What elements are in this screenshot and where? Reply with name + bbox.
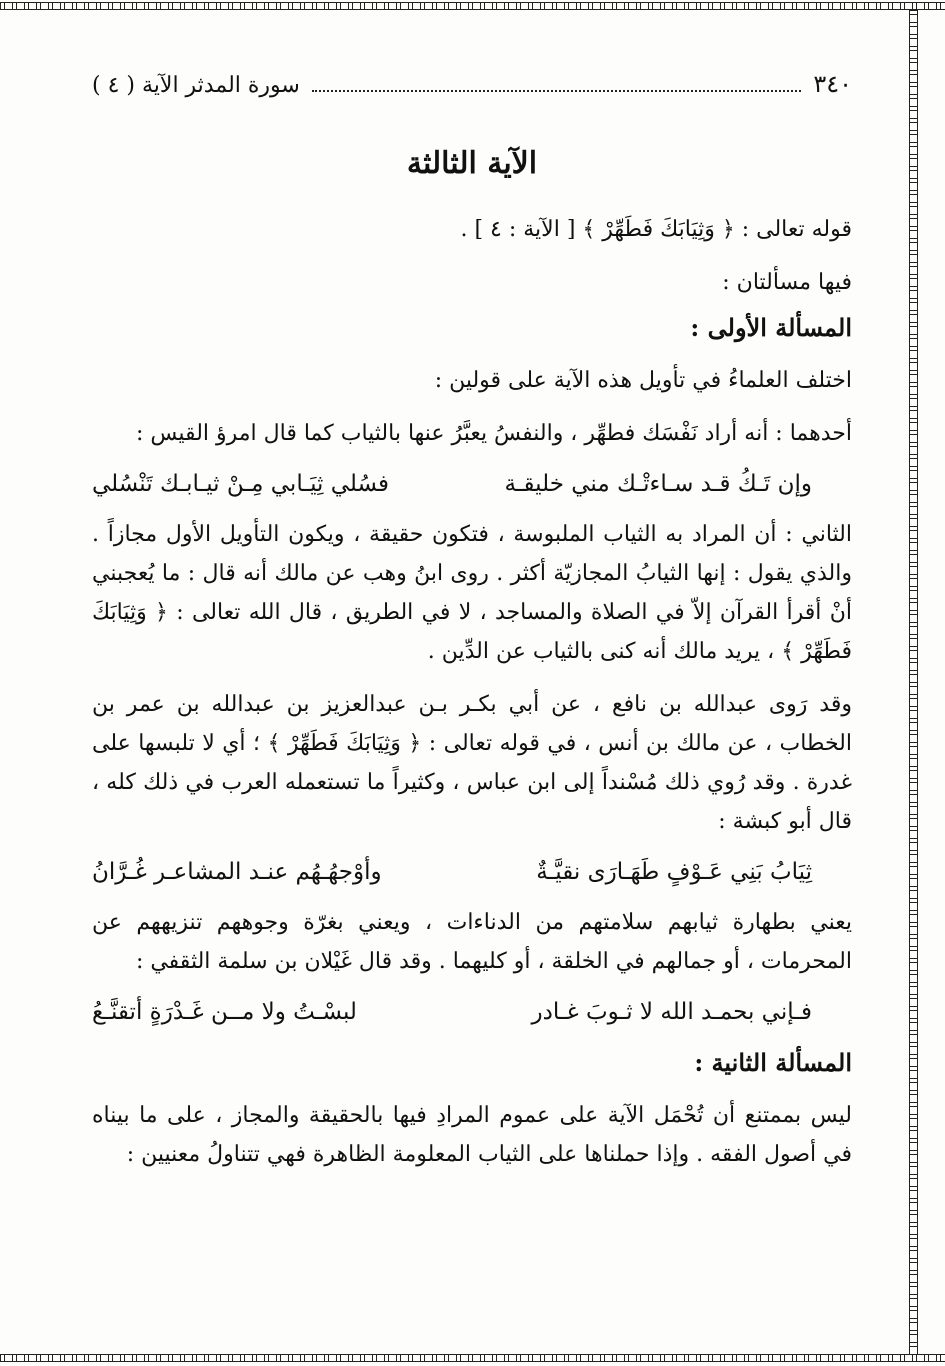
paragraph-disagreement: اختلف العلماءُ في تأويل هذه الآية على قولين :	[434, 368, 852, 393]
page-number: ٣٤٠	[813, 70, 852, 98]
section-title: الآية الثالثة	[406, 146, 538, 181]
poetry-verse-1	[92, 461, 852, 507]
verse-1-first-hemistich: وإن تَـكُ قـد سـاءتْـك مني خليقـة	[504, 471, 812, 497]
surah-reference: سورة المدثر الآية ( ٤ )	[92, 73, 300, 98]
verse-2-second-hemistich: وأوْجهُـهُم عنـد المشاعـر غُـرَّانُ	[92, 859, 382, 885]
decorative-border-top	[0, 2, 945, 10]
poetry-verse-2	[92, 849, 852, 895]
verse-3-first-hemistich: فـإني بحمـد الله لا ثـوبَ غـادر	[531, 999, 812, 1025]
verse-3-second-hemistich: لبسْـتُ ولا مــن غَـدْرَةٍ أتقنَّـعُ	[92, 999, 357, 1025]
paragraph-verse-quote: قوله تعالى : ﴿ وَثِيَابَكَ فَطَهِّرْ ﴾ [ الآية : ٤ ] .	[460, 217, 852, 242]
verse-2-first-hemistich: ثِيَابُ بَنِي عَـوْفٍ طَهَـارَى نقيَّـةٌ	[536, 859, 812, 885]
paragraph-second-opinion: الثاني : أن المراد به الثياب الملبوسة ، فتكون حقيقة ، ويكون التأويل الأول مجازاً . والذي يقول : إنها الثيابُ المجازيّة أكثر . روى ابنُ وهب عن مالك أنه قال : ما يُعجبني أنْ أقرأ القرآن إلاّ في الصلاة والمساجد ، لا في الطريق ، قال الله تعالى : ﴿ وَثِيَابَكَ فَطَهِّرْ ﴾ ، يريد مالك أنه كنى بالثياب عن الدِّين .	[92, 522, 852, 664]
decorative-border-bottom	[0, 1354, 945, 1362]
leader-dots	[312, 90, 801, 92]
paragraph-explanation: يعني بطهارة ثيابهم سلامتهم من الدناءات ، ويعني بغرّة وجوههم تنزيههم عن المحرمات ، أو جمالهم في الخلقة ، أو كليهما . وقد قال غَيْلان بن سلمة الثقفي :	[92, 910, 852, 974]
page-content	[92, 70, 852, 1340]
heading-second-issue: المسألة الثانية :	[694, 1048, 852, 1077]
heading-first-issue: المسألة الأولى :	[690, 313, 852, 342]
paragraph-intro: فيها مسألتان :	[722, 270, 852, 295]
paragraph-second-issue: ليس بممتنع أن تُحْمَل الآية على عموم المرادِ فيها بالحقيقة والمجاز ، على ما بيناه في أصول الفقه . وإذا حملناها على الثياب المعلومة الظاهرة فهي تتناولُ معنيين :	[92, 1103, 852, 1167]
running-header	[92, 70, 852, 114]
paragraph-first-opinion: أحدهما : أنه أراد نَفْسَك فطهِّر ، والنفسُ يعبَّرُ عنها بالثياب كما قال امرؤ القيس :	[135, 421, 852, 446]
poetry-verse-3	[92, 989, 852, 1035]
decorative-border-right	[909, 10, 918, 1354]
verse-1-second-hemistich: فسُلي ثِيَـابي مِـنْ ثيـابـك تَنْسُلي	[92, 471, 390, 497]
paragraph-narration: وقد رَوى عبدالله بن نافع ، عن أبي بكـر بـن عبدالعزيز بن عبدالله بن عمر بن الخطاب ، عن مالك بن أنس ، في قوله تعالى : ﴿ وَثِيَابَكَ فَطَهِّرْ ﴾ ؛ أي لا تلبسها على غدرة . وقد رُوي ذلك مُسْنداً إلى ابن عباس ، وكثيراً ما تستعمله العرب في ذلك كله ، قال أبو كبشة :	[92, 692, 852, 834]
